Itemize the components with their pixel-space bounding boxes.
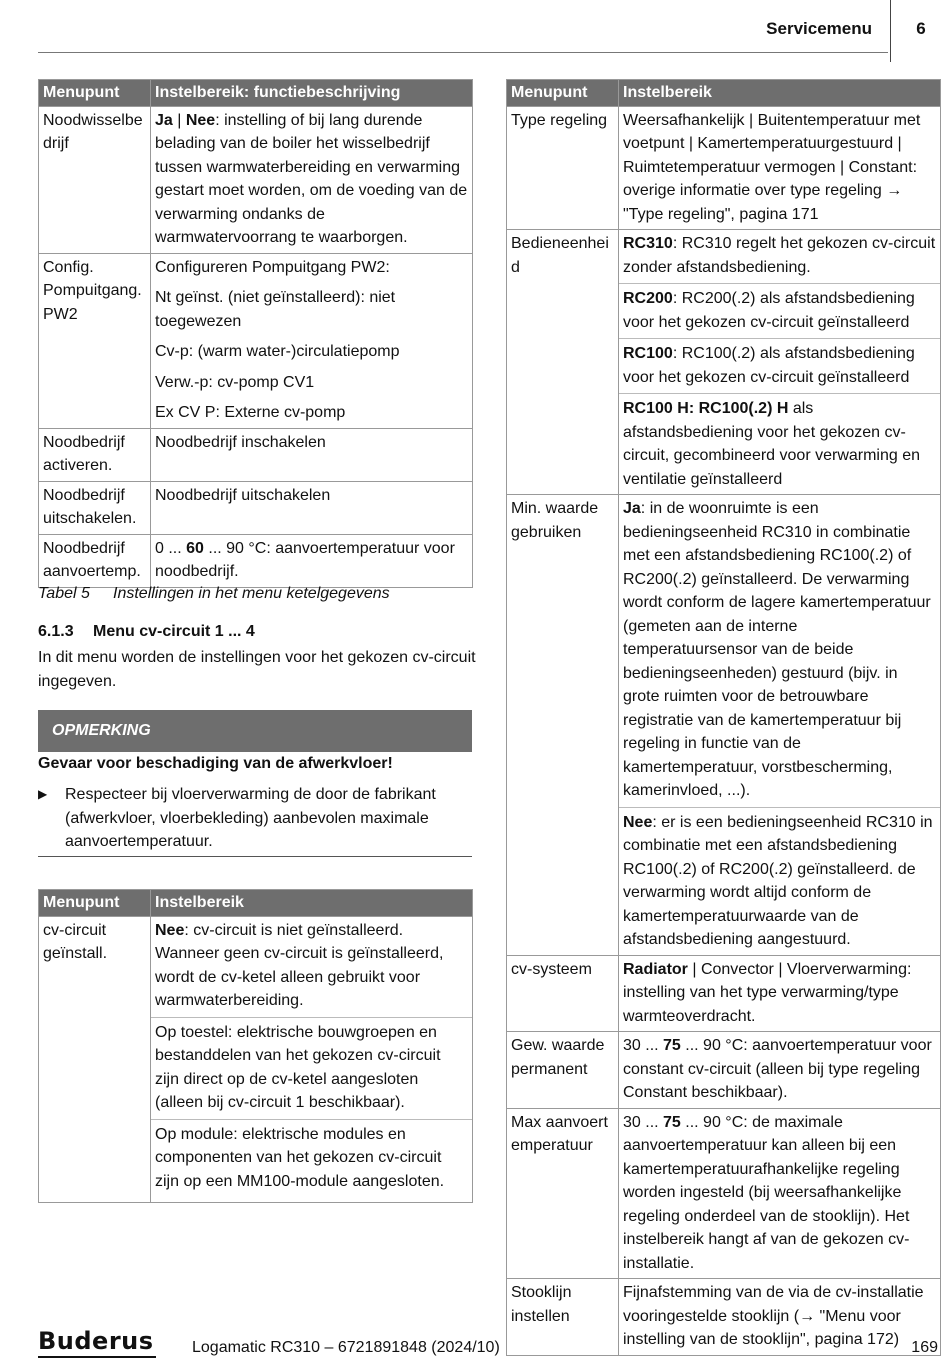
- option-ja-block: [623, 497, 936, 803]
- table-row: [39, 106, 473, 253]
- setting-line: Nt geïnst. (niet geïnstalleerd): niet toegewezen: [155, 289, 396, 330]
- separator: |: [172, 111, 186, 129]
- logo-underline: [38, 1356, 156, 1358]
- range-default: 75: [663, 1037, 681, 1054]
- range-min: 30 ...: [623, 1113, 664, 1131]
- option-text: : cv-circuit is niet geïnstalleerd. Wanneer geen cv-circuit is geïnstalleerd, wordt de cv-ketel alleen gebruikt voor warmwaterbereiding.: [155, 921, 444, 1009]
- range-default: 60: [186, 539, 204, 557]
- option-nee: Nee: [185, 111, 216, 129]
- menu-item-cell: Config. Pompuitgang. PW2: [39, 253, 151, 428]
- menu-item-cell: Noodbedrijf uitschakelen.: [39, 481, 151, 534]
- table-row: [507, 1108, 941, 1279]
- menu-item-cell: Min. waarde gebruiken: [507, 495, 619, 956]
- column-header: Menupunt: [39, 80, 151, 107]
- table-row: [39, 534, 473, 587]
- option-text: : RC100(.2) als afstandsbediening voor het gekozen cv-circuit geïnstalleerd: [623, 345, 915, 386]
- section-intro: In dit menu worden de instellingen voor het gekozen cv-circuit ingegeven.: [38, 649, 476, 690]
- setting-line: Verw.-p: cv-pomp CV1: [155, 373, 315, 391]
- setting-cell: [151, 253, 473, 428]
- option-nee: Nee: [155, 921, 185, 939]
- table-header-row: [39, 890, 473, 917]
- table-header-row: [507, 80, 941, 107]
- column-header: Instelbereik: functiebeschrijving: [151, 80, 473, 107]
- setting-text: : instelling of bij lang durende belading van de boiler het wisselbedrijf tussen warmwaterbereiding en verwarming gestart moet worden, om de voeding van de verwarming ondanks de warmwatervoorrang te waarborgen.: [155, 111, 468, 246]
- option-text: als afstandsbediening voor het gekozen cv-circuit, gecombineerd voor verwarming en ventilatie geïnstalleerd: [623, 400, 921, 488]
- option-nee-block: [619, 807, 940, 952]
- option-rc100: [619, 338, 940, 389]
- setting-cell: [619, 1032, 941, 1109]
- setting-cell: Weersafhankelijk | Buitentemperatuur met voetpunt | Kamertemperatuurgestuurd | Ruimtetemperatuur vermogen | Constant: overige informatie over type regeling → "Type regeling", pagina 171: [619, 106, 941, 230]
- chapter-number: 6: [890, 0, 950, 62]
- page-number: 169: [911, 1339, 938, 1356]
- table-row: [39, 428, 473, 481]
- setting-cell: Noodbedrijf inschakelen: [151, 428, 473, 481]
- table-row: [507, 1032, 941, 1109]
- table-row: [39, 481, 473, 534]
- note-divider: [38, 856, 472, 857]
- column-header: Instelbereik: [151, 890, 473, 917]
- menu-item-cell: Noodbedrijf aanvoertemp.: [39, 534, 151, 587]
- option-ja: Ja: [155, 111, 173, 129]
- setting-cell: [619, 230, 941, 495]
- range-min: 30 ...: [623, 1037, 664, 1054]
- menu-item-cell: cv-systeem: [507, 955, 619, 1032]
- option-text: : in de woonruimte is een bedieningseenheid RC310 in combinatie met een afstandsbediening RC100(.2) of RC200(.2) geïnstalleerd. De verwarming wordt conform de lagere kamertemperatuur (gemeten aan de interne temperatuursensor van de beide bedieningseenheden) gestuurd (bijv. in grote ruimten voor de betrouwbare registratie van de kamertemperatuur bij regeling in functie van de kamertemperatuur, vorstbescherming, kamerinvloed, ...).: [623, 500, 931, 799]
- option-separator: :: [688, 400, 699, 417]
- setting-cell: [619, 955, 941, 1032]
- option-key: RC100: [623, 345, 673, 362]
- menu-item-cell: Gew. waarde permanent: [507, 1032, 619, 1109]
- option-nee-block: [155, 919, 468, 1013]
- menu-item-cell: Noodwisselbedrijf: [39, 106, 151, 253]
- menu-item-cell: Stooklijn instellen: [507, 1279, 619, 1356]
- range-text: ... 90 °C: de maximale aanvoertemperatuur kan alleen bij een kamertemperatuurafhankelijke regeling worden ingesteld (bij weersafhankelijke regeling onderdeel van de stooklijn). Het instelbereik hangt af van de gekozen cv-installatie.: [623, 1113, 910, 1272]
- table-header-row: [39, 80, 473, 107]
- section-title: Servicemenu: [766, 19, 872, 38]
- column-header: Menupunt: [507, 80, 619, 107]
- setting-line: Cv-p: (warm water-)circulatiepomp: [155, 343, 400, 360]
- circuit-installed-table: [38, 889, 473, 1203]
- option-key: RC100(.2) H: [698, 400, 789, 417]
- setting-cell: [151, 106, 473, 253]
- menu-item-cell: Type regeling: [507, 106, 619, 230]
- note-bullet-text: Respecteer bij vloerverwarming de door de fabrikant (afwerkvloer, vloerbekleding) aanbevolen maximale aanvoertemperatuur.: [65, 786, 436, 850]
- option-rc200: [619, 283, 940, 334]
- note-label: OPMERKING: [52, 722, 151, 739]
- option-toestel-block: Op toestel: elektrische bouwgroepen en bestanddelen van het gekozen cv-circuit zijn direct op de cv-ketel aangesloten (alleen bij cv-circuit 1 beschikbaar).: [151, 1017, 472, 1115]
- option-key: Ja: [623, 500, 641, 517]
- setting-line: Configureren Pompuitgang PW2:: [155, 258, 390, 276]
- table-row: [507, 230, 941, 495]
- caption-label: Tabel 5: [38, 585, 90, 602]
- table-row: [507, 1279, 941, 1356]
- table-row: [507, 955, 941, 1032]
- option-key: RC310: [623, 235, 673, 252]
- table-row: [507, 495, 941, 956]
- option-text: | Convector | Vloerverwarming: instelling van het type verwarming/type warmteoverdracht.: [623, 960, 912, 1025]
- buderus-logo: Buderus: [38, 1327, 154, 1355]
- table-caption: [38, 582, 390, 606]
- option-rc100h: [619, 393, 940, 491]
- option-text: : er is een bedieningseenheid RC310 in combinatie met een afstandsbediening RC100(.2) of RC200(.2) geïnstalleerd. de verwarming wordt altijd conform de kamertemperatuurwaarde van de afstandsbediening aangestuurd.: [623, 813, 933, 948]
- option-text: : RC310 regelt het gekozen cv-circuit zonder afstandsbediening.: [623, 235, 936, 276]
- setting-cell: [151, 916, 473, 1203]
- setting-line: Ex CV P: Externe cv-pomp: [155, 404, 346, 421]
- table-row: [39, 253, 473, 428]
- range-default: 75: [663, 1113, 681, 1131]
- boiler-settings-table: [38, 79, 473, 588]
- option-module-block: Op module: elektrische modules en componenten van het gekozen cv-circuit zijn op een MM100-module aangesloten.: [151, 1119, 472, 1200]
- caption-text: Instellingen in het menu ketelgegevens: [113, 585, 390, 602]
- note-heading: Gevaar voor beschadiging van de afwerkvloer!: [38, 755, 393, 772]
- setting-cell: Fijnafstemming van de via de cv-installatie vooringestelde stooklijn (→ "Menu voor instelling van de stooklijn", pagina 172): [619, 1279, 941, 1356]
- range-min: 0 ...: [155, 539, 187, 557]
- range-text: ... 90 °C: aanvoertemperatuur voor constant cv-circuit (alleen bij type regeling Constant beschikbaar).: [623, 1037, 932, 1101]
- option-key: RC200: [623, 290, 673, 307]
- table-row: [507, 106, 941, 230]
- section-heading: [38, 620, 255, 644]
- menu-item-cell: Bedieneenheid: [507, 230, 619, 495]
- setting-cell: [151, 534, 473, 587]
- column-header: Instelbereik: [619, 80, 941, 107]
- header-divider: [38, 52, 888, 53]
- section-number: 6.1.3: [38, 623, 74, 640]
- document-reference: Logamatic RC310 – 6721891848 (2024/10): [192, 1339, 500, 1356]
- table-row: [39, 916, 473, 1203]
- note-banner: [38, 710, 472, 752]
- option-text: : RC200(.2) als afstandsbediening voor het gekozen cv-circuit geïnstalleerd: [623, 290, 915, 331]
- circuit-settings-table: [506, 79, 941, 1356]
- setting-cell: Noodbedrijf uitschakelen: [151, 481, 473, 534]
- option-rc310: [623, 232, 936, 279]
- menu-item-cell: Noodbedrijf activeren.: [39, 428, 151, 481]
- menu-item-cell: cv-circuit geïnstall.: [39, 916, 151, 1203]
- setting-cell: [619, 495, 941, 956]
- option-key: Radiator: [623, 960, 688, 978]
- option-key: RC100 H: [623, 400, 689, 417]
- setting-cell: [619, 1108, 941, 1279]
- range-text: ... 90 °C: aanvoertemperatuur voor noodbedrijf.: [155, 539, 455, 580]
- menu-item-cell: Max aanvoertemperatuur: [507, 1108, 619, 1279]
- section-title-text: Menu cv-circuit 1 ... 4: [93, 623, 255, 640]
- option-key: Nee: [623, 813, 653, 831]
- column-header: Menupunt: [39, 890, 151, 917]
- bullet-arrow-icon: ▶: [38, 787, 48, 801]
